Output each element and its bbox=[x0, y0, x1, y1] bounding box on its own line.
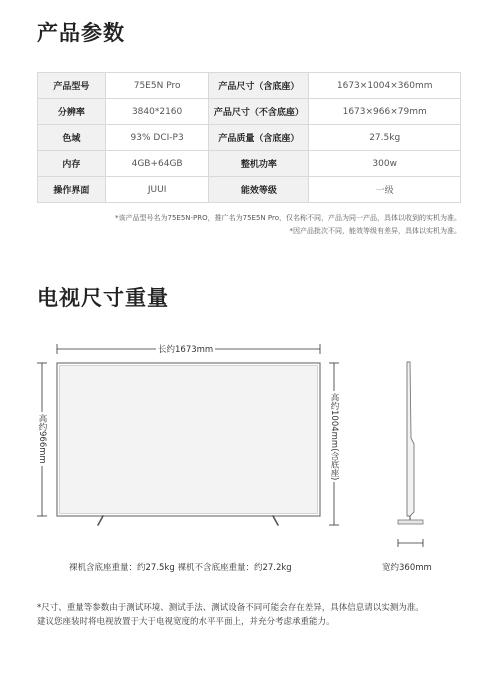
spec-label: 产品质量（含底座） bbox=[209, 125, 309, 151]
table-row bbox=[38, 177, 461, 203]
tv-side-profile bbox=[407, 362, 414, 516]
spec-value: JUUI bbox=[105, 177, 209, 203]
model-name-note: *该产品型号名为75E5N-PRO，推广名为75E5N Pro，仅名称不同，产品为同一产品，具体以收到的实机为准。 bbox=[115, 214, 461, 222]
spec-value: 1673×966×79mm bbox=[309, 99, 461, 125]
weight-label: 裸机含底座重量：约27.5kg 裸机不含底座重量：约27.2kg bbox=[69, 563, 292, 573]
height-label: 高约966mm bbox=[37, 414, 47, 464]
spec-value: 1673×1004×360mm bbox=[309, 73, 461, 99]
table-row bbox=[38, 125, 461, 151]
spec-value: 93% DCI-P3 bbox=[105, 125, 209, 151]
spec-value: 300w bbox=[309, 151, 461, 177]
energy-rating-note: *因产品批次不同，能效等级有差异，具体以实机为准。 bbox=[289, 227, 461, 235]
placement-advice: 建议您座装时将电视放置于大于电视宽度的水平平面上，并充分考虑承重能力。 bbox=[37, 617, 335, 627]
depth-label: 宽约360mm bbox=[382, 563, 432, 573]
spec-value: 4GB+64GB bbox=[105, 151, 209, 177]
spec-label: 分辨率 bbox=[38, 99, 106, 125]
spec-section-title: 产品参数 bbox=[37, 21, 125, 45]
tv-front-bezel bbox=[57, 363, 320, 516]
total-height-label: 高约1004mm(含底座) bbox=[329, 393, 339, 481]
table-row bbox=[38, 151, 461, 177]
spec-value: 一级 bbox=[309, 177, 461, 203]
dimension-section-title: 电视尺寸重量 bbox=[37, 286, 169, 310]
spec-label: 产品尺寸（含底座） bbox=[209, 73, 309, 99]
spec-label: 产品型号 bbox=[38, 73, 106, 99]
spec-label: 能效等级 bbox=[209, 177, 309, 203]
spec-label: 色域 bbox=[38, 125, 106, 151]
spec-label: 内存 bbox=[38, 151, 106, 177]
tv-front-screen bbox=[60, 366, 318, 514]
spec-value: 27.5kg bbox=[309, 125, 461, 151]
spec-label: 整机功率 bbox=[209, 151, 309, 177]
spec-value: 3840*2160 bbox=[105, 99, 209, 125]
table-row bbox=[38, 99, 461, 125]
spec-label: 操作界面 bbox=[38, 177, 106, 203]
spec-label: 产品尺寸（不含底座） bbox=[209, 99, 309, 125]
measurement-disclaimer: *尺寸、重量等参数由于测试环境、测试手法、测试设备不同可能会存在差异，具体信息请以实测为准。 bbox=[37, 603, 424, 613]
tv-side-stand-base bbox=[398, 520, 423, 524]
spec-table bbox=[37, 72, 461, 203]
spec-value: 75E5N Pro bbox=[105, 73, 209, 99]
table-row bbox=[38, 73, 461, 99]
tv-foot-right bbox=[273, 516, 278, 525]
tv-foot-left bbox=[98, 516, 103, 525]
length-label: 长约1673mm bbox=[158, 345, 214, 355]
